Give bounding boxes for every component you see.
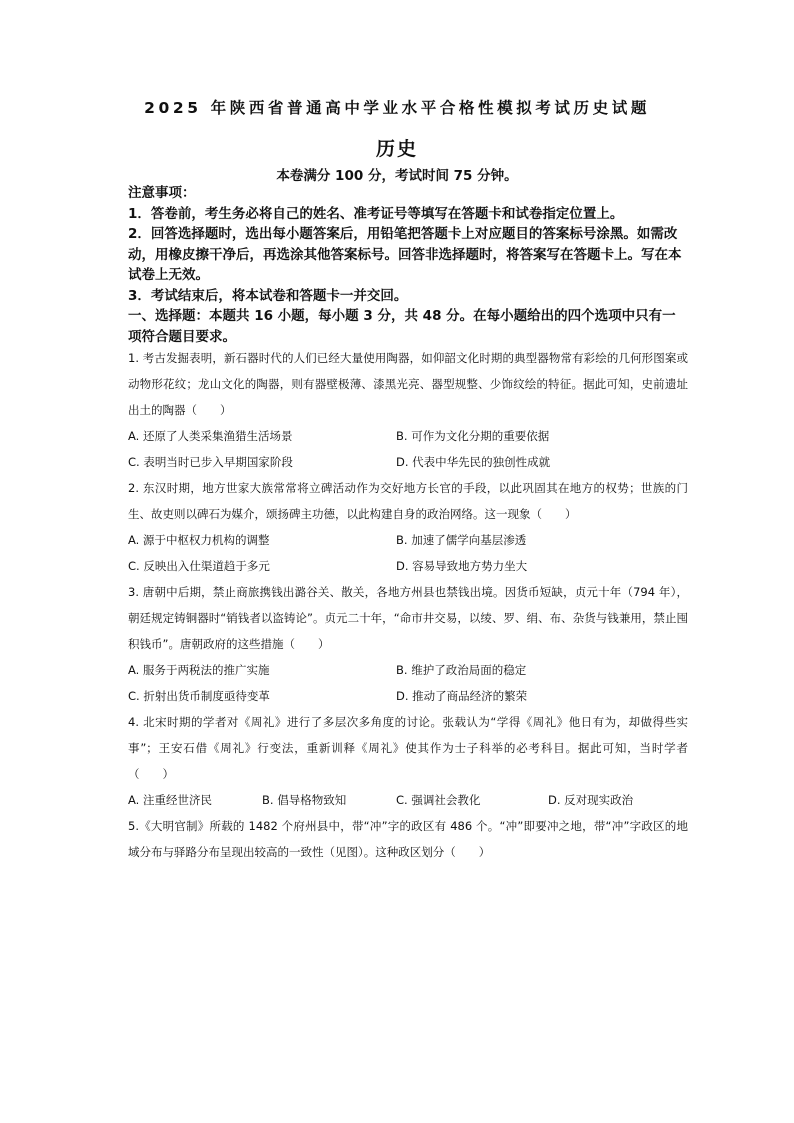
option-c: C. 反映出入仕渠道趋于多元: [128, 559, 270, 573]
note-item: 1．答卷前，考生务必将自己的姓名、准考证号等填写在答题卡和试卷指定位置上。: [128, 205, 624, 222]
option-b: B. 加速了儒学向基层渗透: [396, 533, 527, 547]
option-d: D. 反对现实政治: [548, 793, 634, 807]
option-d: D. 代表中华先民的独创性成就: [396, 455, 551, 469]
subject-title: 历史: [375, 138, 418, 160]
option-b: B. 可作为文化分期的重要依据: [396, 429, 550, 443]
question-stem: 2. 东汉时期，地方世家大族常常将立碑活动作为交好地方长官的手段，以此巩固其在地方的权势；世族的门生、故吏则以碑石为媒介，颂扬碑主功德，以此构建自身的政治网络。这一现象（ ）: [128, 481, 688, 521]
option-list: [128, 657, 688, 709]
question-stem: 5.《大明官制》所载的 1482 个府州县中，带“冲”字的政区有 486 个。“冲”即要冲之地，带“冲”字政区的地域分布与驿路分布呈现出较高的一致性（见图）。这种政区划分（ ）: [128, 819, 688, 859]
option-c: C. 折射出货币制度亟待变革: [128, 689, 270, 703]
notes-heading: 注意事项：: [128, 185, 196, 201]
question-3: [128, 579, 688, 709]
option-list: [128, 787, 688, 813]
option-a: A. 服务于两税法的推广实施: [128, 663, 270, 677]
note-item: 2．回答选择题时，选出每小题答案后，用铅笔把答题卡上对应题目的答案标号涂黑。如需改动，用橡皮擦干净后，再选涂其他答案标号。回答非选择题时，将答案写在答题卡上。写在本试卷上无效。: [128, 226, 682, 283]
option-b: B. 倡导格物致知: [262, 793, 347, 807]
option-list: [128, 527, 688, 579]
question-4: [128, 709, 688, 813]
exam-info: 本卷满分 100 分，考试时间 75 分钟。: [276, 168, 518, 184]
option-a: A. 源于中枢权力机构的调整: [128, 533, 270, 547]
question-2: [128, 475, 688, 579]
note-item: 3．考试结束后，将本试卷和答题卡一并交回。: [128, 287, 408, 304]
exam-title: 2025 年陕西省普通高中学业水平合格性模拟考试历史试题: [144, 99, 650, 117]
question-1: [128, 345, 688, 475]
question-stem: 3. 唐朝中后期，禁止商旅携钱出潞谷关、散关，各地方州县也禁钱出境。因货币短缺，贞元十年（794 年），朝廷规定铸铜器时“销钱者以盗铸论”。贞元二十年，“命市井交易，以绫、罗、绢、布、杂货与钱兼用，禁止囤积钱币”。唐朝政府的这些措施（ ）: [128, 585, 688, 651]
option-d: D. 推动了商品经济的繁荣: [396, 689, 528, 703]
option-d: D. 容易导致地方势力坐大: [396, 559, 528, 573]
option-c: C. 表明当时已步入早期国家阶段: [128, 455, 293, 469]
notes-section: [128, 183, 688, 347]
section-heading: 一、选择题：本题共 16 小题，每小题 3 分，共 48 分。在每小题给出的四个选项中只有一项符合题目要求。: [128, 308, 676, 345]
option-a: A. 注重经世济民: [128, 793, 212, 807]
question-stem: 4. 北宋时期的学者对《周礼》进行了多层次多角度的讨论。张载认为“学得《周礼》他日有为，却做得些实事”；王安石借《周礼》行变法，重新训释《周礼》使其作为士子科举的必考科目。据此可知，当时学者（ ）: [128, 715, 688, 781]
option-c: C. 强调社会教化: [396, 793, 481, 807]
option-b: B. 维护了政治局面的稳定: [396, 663, 527, 677]
questions-section: [128, 345, 688, 865]
question-stem: 1. 考古发掘表明，新石器时代的人们已经大量使用陶器，如仰韶文化时期的典型器物常有彩绘的几何形图案或动物形花纹；龙山文化的陶器，则有器壁极薄、漆黑光亮、器型规整、少饰纹绘的特征。据此可知，史前遗址出土的陶器（ ）: [128, 351, 688, 417]
option-a: A. 还原了人类采集渔猎生活场景: [128, 429, 293, 443]
option-list: [128, 423, 688, 475]
question-5: [128, 813, 688, 865]
